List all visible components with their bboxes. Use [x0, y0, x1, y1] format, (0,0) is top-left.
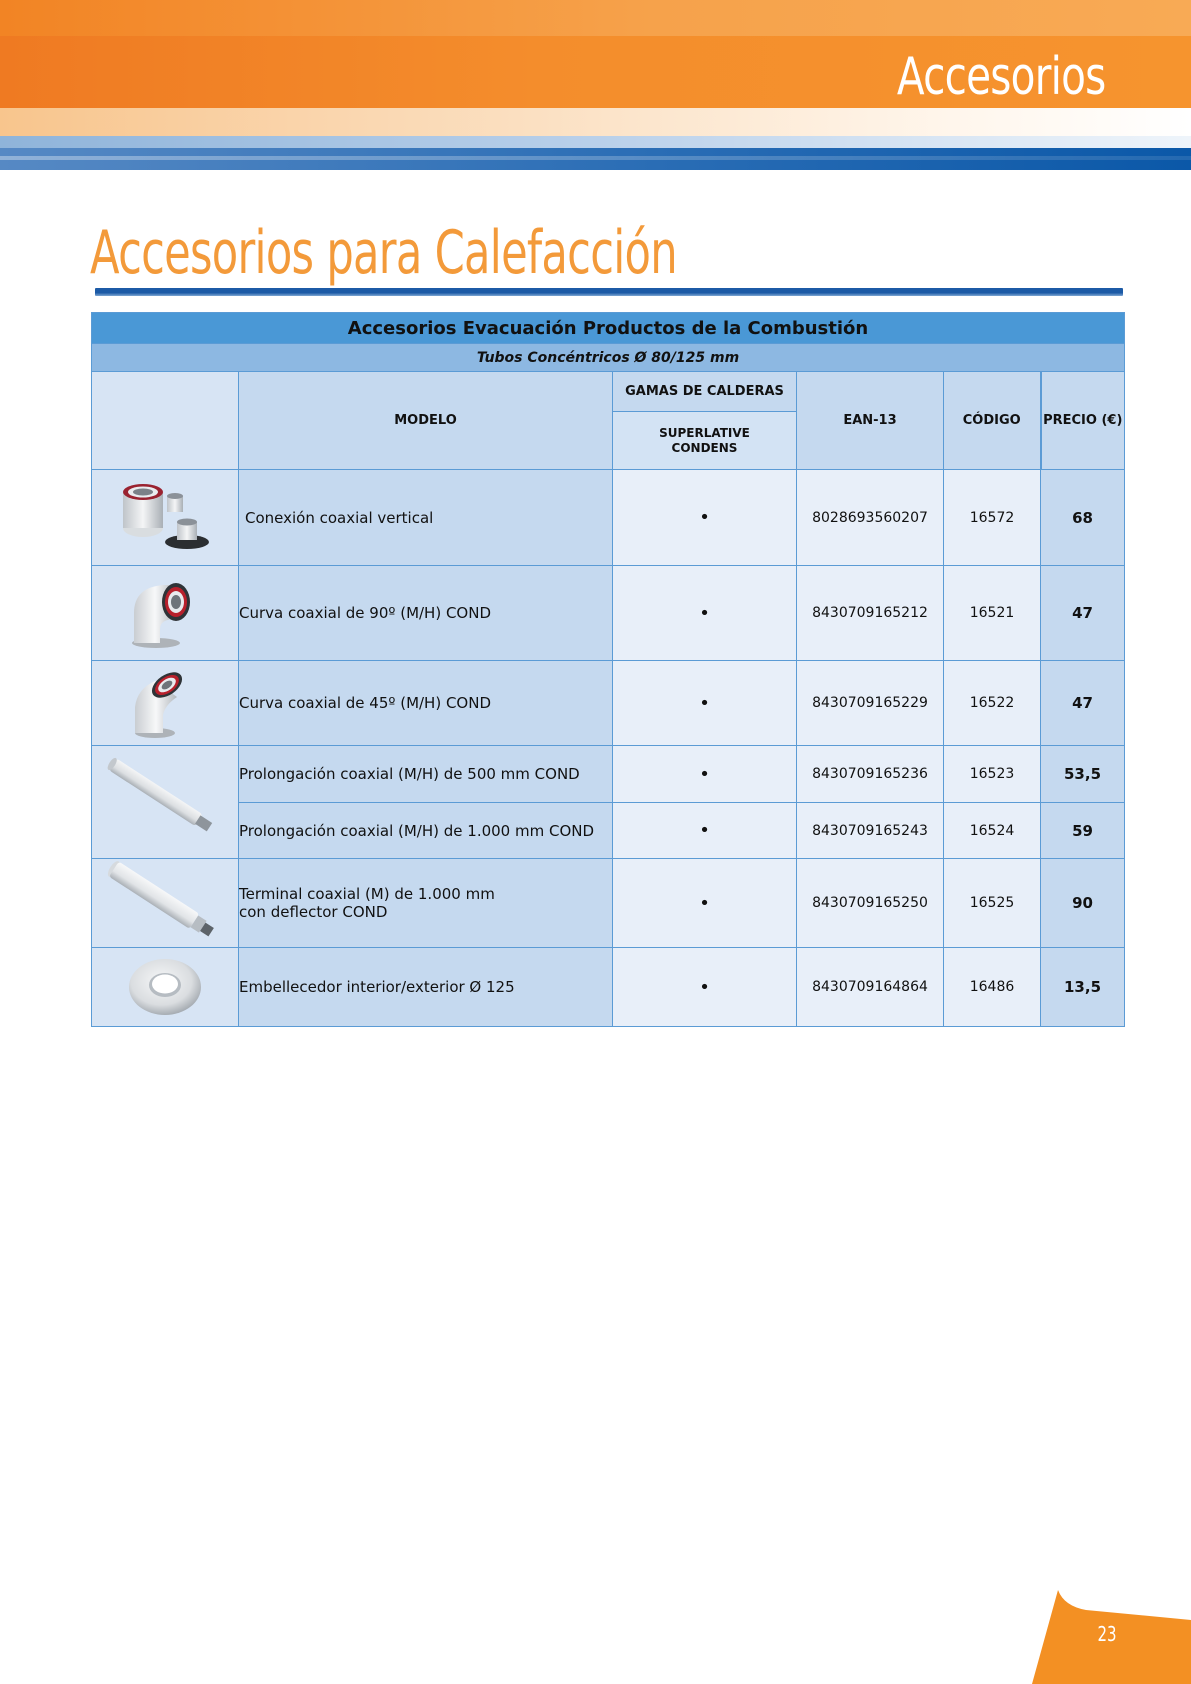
codigo-cell: 16524	[944, 803, 1041, 859]
precio-cell: 47	[1041, 661, 1125, 746]
elbow-90-icon	[120, 573, 210, 649]
gama-mark-cell: •	[613, 746, 797, 803]
precio-cell: 13,5	[1041, 948, 1125, 1027]
header-top-band	[0, 0, 1191, 36]
modelo-cell: Curva coaxial de 90º (M/H) COND	[239, 566, 613, 661]
modelo-line-2: con deflector COND	[239, 903, 388, 921]
image-column-header	[92, 372, 239, 470]
product-image-cell	[92, 859, 239, 948]
title-underline	[95, 288, 1123, 296]
gama-superlative-header	[613, 412, 797, 470]
codigo-header: CÓDIGO	[944, 372, 1041, 470]
codigo-cell: 16523	[944, 746, 1041, 803]
ean-cell: 8430709165229	[797, 661, 944, 746]
ean-cell: 8430709164864	[797, 948, 944, 1027]
gama-mark-cell: •	[613, 803, 797, 859]
elbow-45-icon	[125, 663, 205, 739]
codigo-cell: 16521	[944, 566, 1041, 661]
product-image-cell	[92, 661, 239, 746]
page-number: 23	[1097, 1622, 1117, 1646]
table-subtitle: Tubos Concéntricos Ø 80/125 mm	[92, 344, 1125, 372]
trim-ring-icon	[125, 953, 205, 1017]
gama-line-2: CONDENS	[671, 440, 738, 455]
precio-cell: 53,5	[1041, 746, 1125, 803]
page-title: Accesorios para Calefacción	[90, 218, 677, 288]
extension-pipe-icon	[105, 755, 225, 845]
ean-cell: 8430709165236	[797, 746, 944, 803]
section-title: Accesorios	[896, 47, 1105, 107]
modelo-cell: Conexión coaxial vertical	[239, 470, 613, 566]
gama-mark-cell: •	[613, 470, 797, 566]
terminal-pipe-icon	[105, 859, 225, 943]
table-title: Accesorios Evacuación Productos de la Combustión	[92, 313, 1125, 344]
table-row	[92, 859, 1125, 948]
modelo-cell: Curva coaxial de 45º (M/H) COND	[239, 661, 613, 746]
precio-cell: 68	[1041, 470, 1125, 566]
table-row	[92, 803, 1125, 859]
table-row	[92, 746, 1125, 803]
codigo-cell: 16486	[944, 948, 1041, 1027]
modelo-cell	[239, 859, 613, 948]
header-lightblue-band	[0, 136, 1191, 148]
header-blue-highlight	[0, 156, 1191, 160]
gama-mark-cell: •	[613, 661, 797, 746]
product-image-cell	[92, 470, 239, 566]
precio-cell: 90	[1041, 859, 1125, 948]
ean-header: EAN-13	[797, 372, 944, 470]
product-image-cell	[92, 566, 239, 661]
codigo-cell: 16572	[944, 470, 1041, 566]
precio-header: PRECIO (€)	[1041, 372, 1125, 470]
gamas-header: GAMAS DE CALDERAS	[613, 372, 797, 412]
ean-cell: 8430709165243	[797, 803, 944, 859]
header-cream-band	[0, 108, 1191, 136]
modelo-header: MODELO	[239, 372, 613, 470]
table-row	[92, 566, 1125, 661]
accessories-table	[91, 312, 1125, 1027]
gama-mark-cell: •	[613, 566, 797, 661]
modelo-cell: Prolongación coaxial (M/H) de 500 mm COND	[239, 746, 613, 803]
precio-cell: 59	[1041, 803, 1125, 859]
codigo-cell: 16525	[944, 859, 1041, 948]
modelo-cell: Prolongación coaxial (M/H) de 1.000 mm COND	[239, 803, 613, 859]
gama-mark-cell: •	[613, 948, 797, 1027]
modelo-cell: Embellecedor interior/exterior Ø 125	[239, 948, 613, 1027]
codigo-cell: 16522	[944, 661, 1041, 746]
precio-cell: 47	[1041, 566, 1125, 661]
gama-line-1: SUPERLATIVE	[659, 425, 750, 440]
gama-mark-cell: •	[613, 859, 797, 948]
product-image-cell	[92, 746, 239, 859]
product-image-cell	[92, 948, 239, 1027]
ean-cell: 8430709165212	[797, 566, 944, 661]
table-row	[92, 470, 1125, 566]
ean-cell: 8430709165250	[797, 859, 944, 948]
modelo-line-1: Terminal coaxial (M) de 1.000 mm	[239, 885, 495, 903]
vertical-coaxial-connection-icon	[115, 478, 215, 554]
table-row	[92, 661, 1125, 746]
table-row	[92, 948, 1125, 1027]
ean-cell: 8028693560207	[797, 470, 944, 566]
